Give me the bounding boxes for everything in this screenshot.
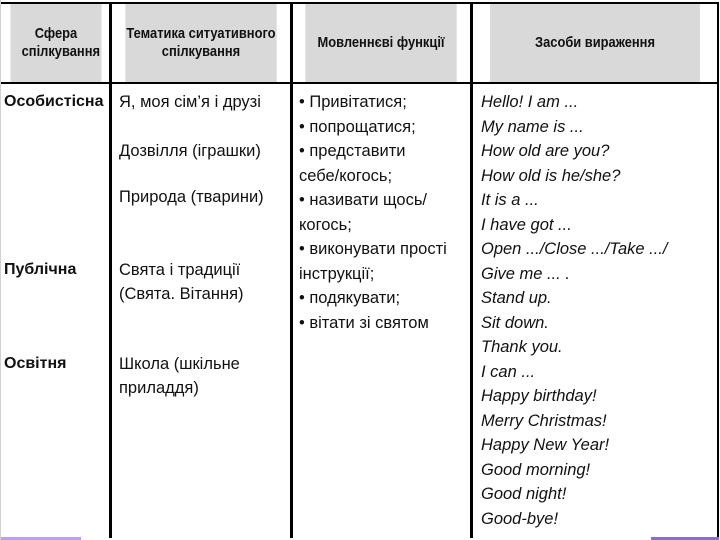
expression-line: I have got ... bbox=[481, 215, 572, 234]
header-expressions-label: Засоби вираження bbox=[535, 34, 655, 51]
expression-line: Good-bye! bbox=[481, 509, 559, 528]
function-line: • подякувати; bbox=[299, 289, 401, 307]
header-functions-label: Мовленнєві функції bbox=[317, 34, 445, 51]
header-topic bbox=[125, 4, 276, 82]
expression-line: Happy New Year! bbox=[481, 436, 610, 454]
column-divider-1 bbox=[109, 2, 112, 538]
expression-line: Good morning! bbox=[481, 460, 591, 479]
expression-line: It is a ... bbox=[481, 191, 539, 209]
expression-line: Open .../Close .../Take .../ bbox=[481, 240, 668, 258]
functions-list bbox=[299, 90, 447, 335]
expression-line: I can ... bbox=[481, 362, 536, 381]
function-line: • Привітатися; bbox=[299, 93, 407, 111]
header-sphere-label: Сфера спілкування bbox=[21, 25, 101, 60]
topic-school-line1: Школа (шкільне bbox=[119, 355, 240, 373]
function-line: • вітати зі святом bbox=[299, 313, 429, 332]
function-line: • називати щось/ bbox=[299, 191, 427, 209]
expression-line: Merry Christmas! bbox=[481, 411, 607, 430]
sphere-personal: Особистісна bbox=[4, 93, 104, 110]
column-divider-2 bbox=[290, 2, 293, 538]
function-line: інструкції; bbox=[299, 264, 375, 283]
function-line: • попрощатися; bbox=[299, 117, 416, 136]
expressions-list bbox=[481, 90, 667, 531]
topic-school-line2: приладдя) bbox=[119, 379, 199, 397]
function-line: себе/когось; bbox=[299, 166, 393, 185]
expression-line: Hello! I am ... bbox=[481, 93, 579, 111]
header-functions bbox=[305, 4, 456, 82]
expression-line: Thank you. bbox=[481, 338, 563, 356]
right-border bbox=[717, 2, 719, 538]
sphere-educational: Освітня bbox=[4, 355, 67, 372]
expression-line: Give me ... . bbox=[481, 264, 570, 283]
function-line: • представити bbox=[299, 142, 406, 160]
sphere-public: Публічна bbox=[4, 261, 77, 278]
expression-line: My name is ... bbox=[481, 117, 584, 136]
expression-line: Stand up. bbox=[481, 289, 552, 307]
topic-holidays-line2: (Свята. Вітання) bbox=[119, 285, 244, 303]
expression-line: Sit down. bbox=[481, 313, 549, 332]
topic-holidays-line1: Свята і традиції bbox=[119, 261, 241, 279]
expression-line: How old is he/she? bbox=[481, 166, 621, 185]
function-line: • виконувати прості bbox=[299, 240, 447, 258]
header-sphere bbox=[10, 4, 101, 82]
header-topic-label: Тематика ситуативного спілкування bbox=[126, 25, 276, 60]
header-expressions bbox=[490, 4, 700, 82]
topic-leisure: Дозвілля (іграшки) bbox=[119, 142, 261, 160]
column-divider-3 bbox=[470, 2, 473, 538]
expression-line: Good night! bbox=[481, 485, 567, 503]
function-line: когось; bbox=[299, 215, 352, 234]
expression-line: Happy birthday! bbox=[481, 387, 597, 405]
expression-line: How old are you? bbox=[481, 142, 610, 160]
topic-nature: Природа (тварини) bbox=[119, 188, 264, 206]
topic-family: Я, моя сім’я і друзі bbox=[119, 93, 261, 111]
